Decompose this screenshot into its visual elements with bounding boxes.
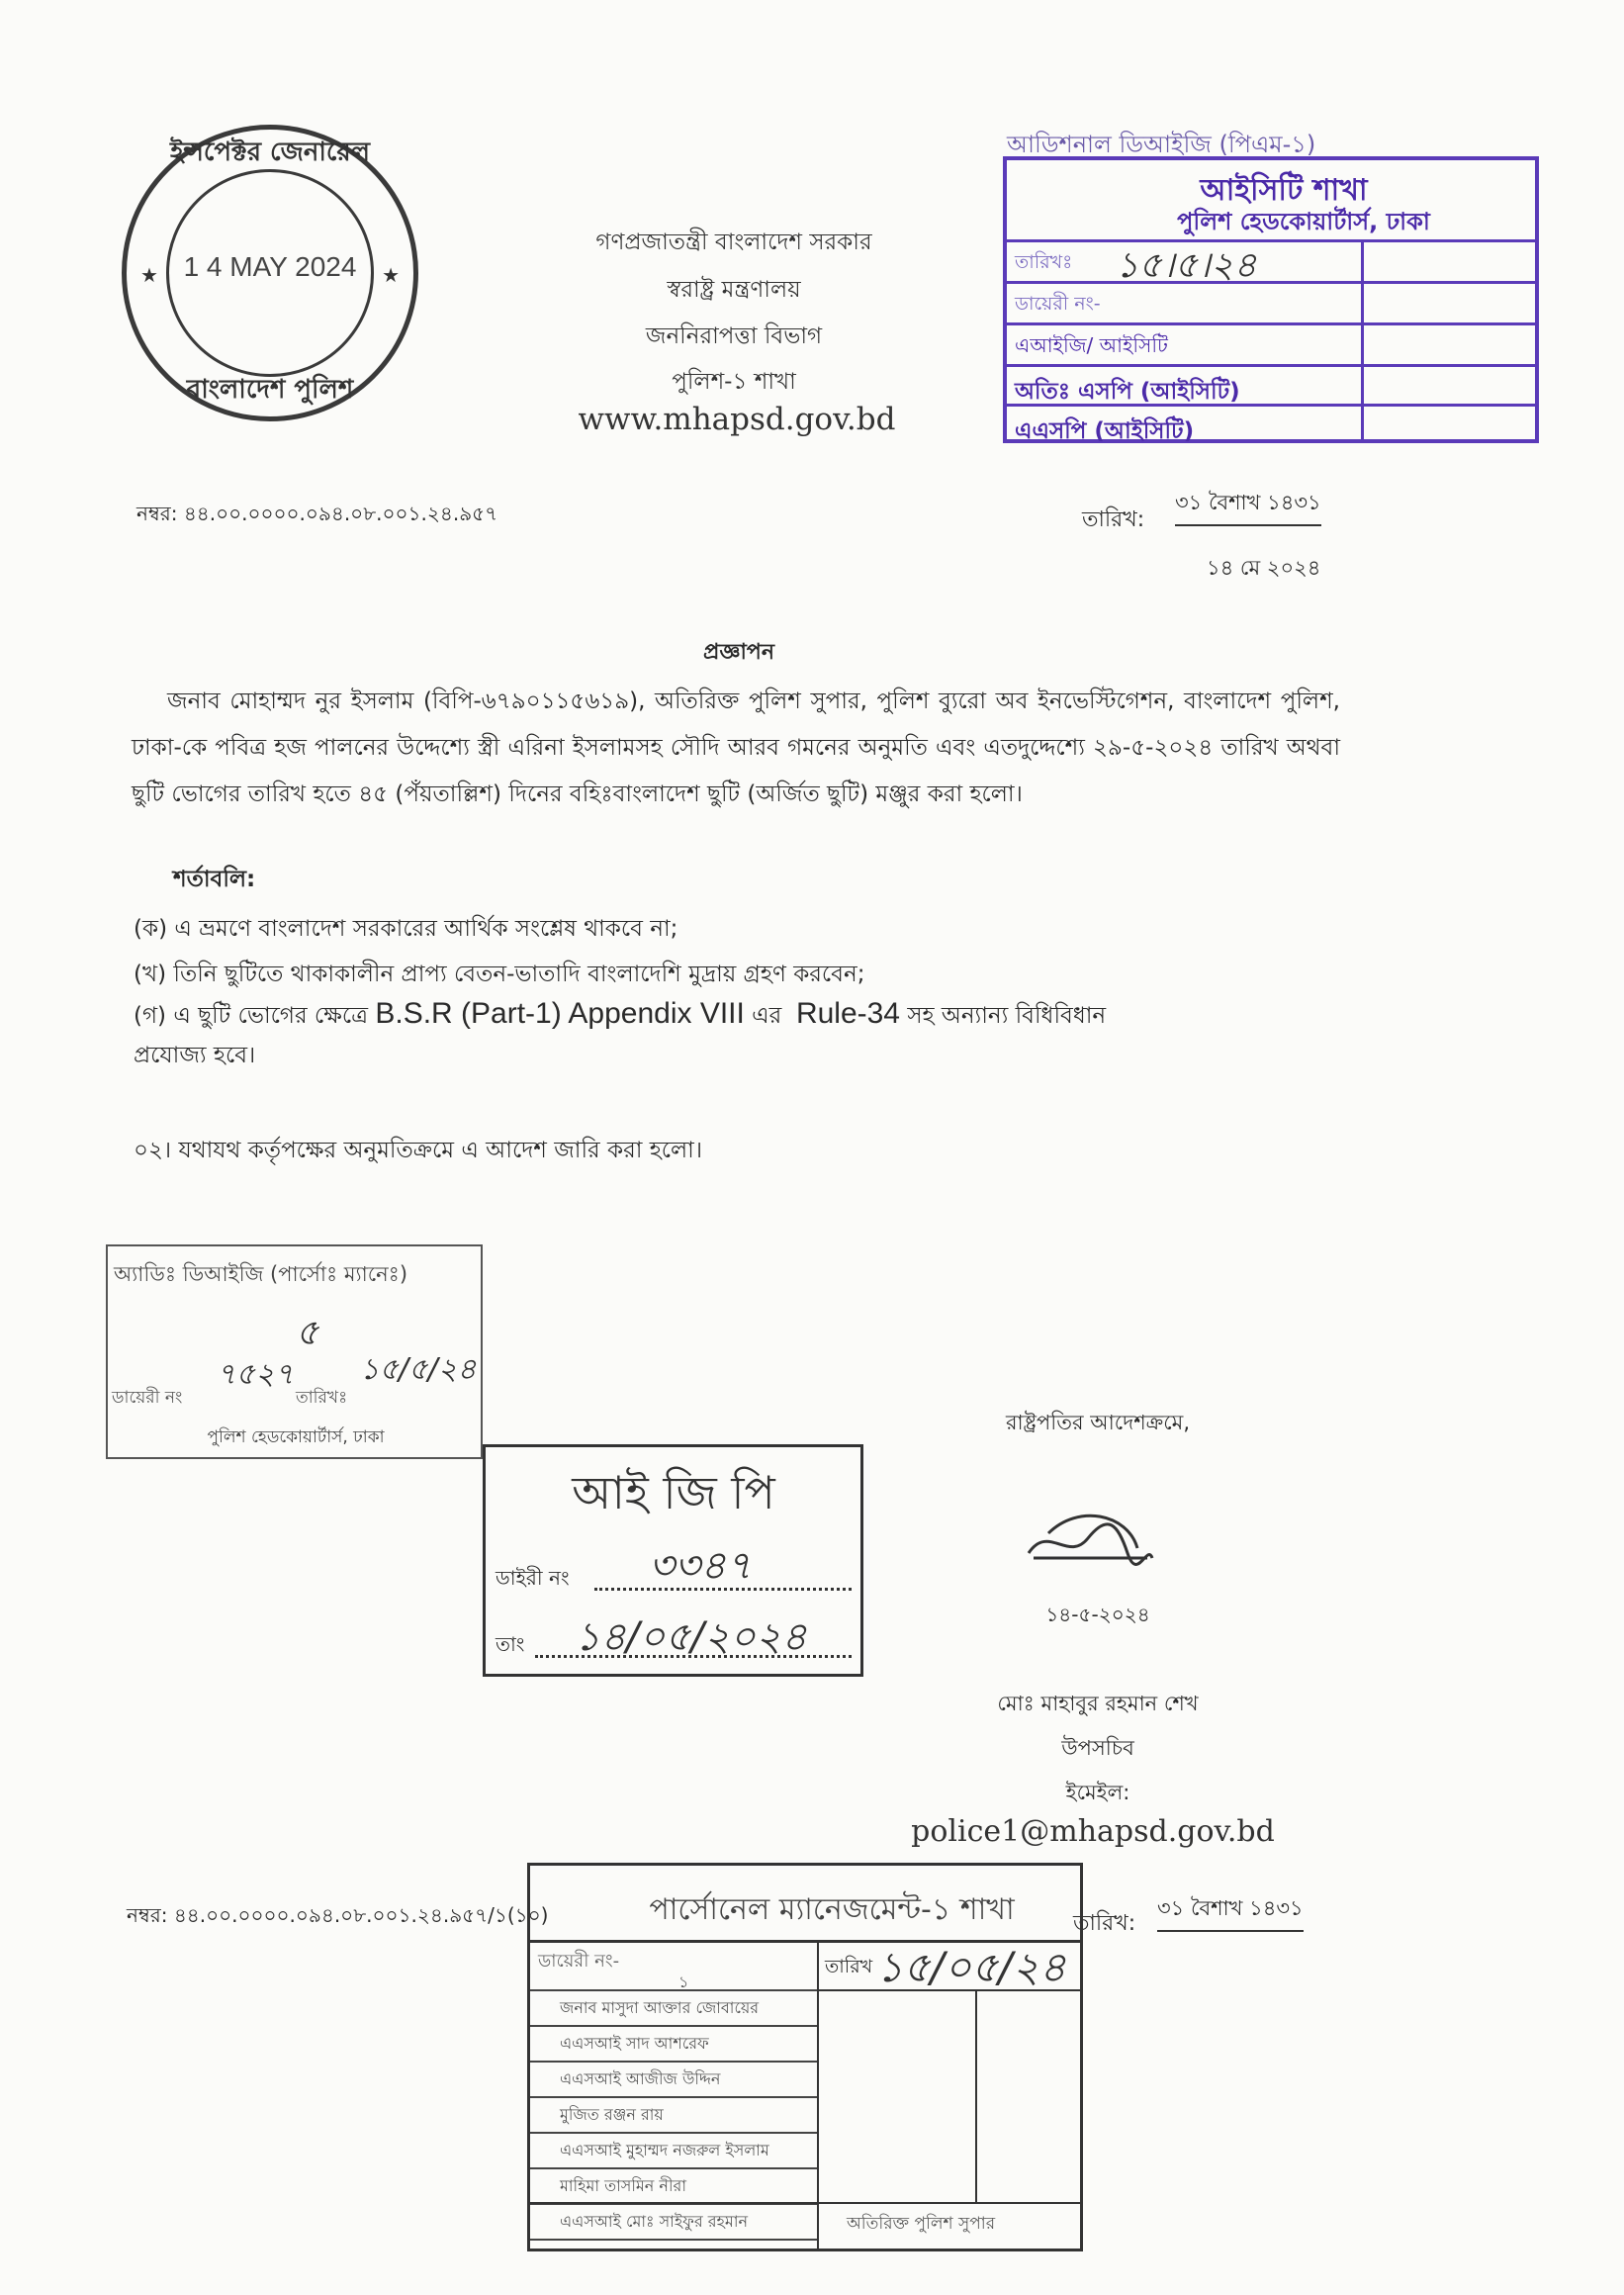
ict-row-aig	[1007, 322, 1535, 366]
signatory-name: মোঃ মাহাবুর রহমান শেখ	[997, 1692, 1199, 1715]
addl-dig-diary-value: ৭৫২৭	[217, 1357, 294, 1392]
addl-dig-stamp-mark: ৫	[296, 1313, 319, 1353]
ict-stamp-overhead: আডিশনাল ডিআইজি (পিএম-১)	[1007, 131, 1316, 158]
signatory-designation: উপসচিব	[1061, 1736, 1134, 1760]
condition-ka: (ক) এ ভ্রমণে বাংলাদেশ সরকারের আর্থিক সংশ্লেষ থাকবে না;	[134, 916, 678, 942]
igp-date-value: ১৪/০৫/২০২৪	[575, 1614, 807, 1660]
header-website: www.mhapsd.gov.bd	[578, 402, 896, 437]
igp-diary-label: ডাইরী নং	[496, 1566, 570, 1590]
addl-dig-date-value: ১৫/৫/২৪	[360, 1352, 477, 1387]
igp-date-label: তাং	[496, 1632, 525, 1656]
ict-row-asp	[1007, 404, 1535, 447]
ict-branch-stamp	[1003, 156, 1539, 443]
condition-kha: (খ) তিনি ছুটিতে থাকাকালীন প্রাপ্য বেতন-ভাতাদি বাংলাদেশি মুদ্রায় গ্রহণ করবেন;	[134, 962, 865, 987]
star-icon: ★	[382, 263, 400, 287]
seal-bottom-text: বাংলাদেশ পুলিশ	[186, 375, 354, 405]
ict-stamp-subtitle: পুলিশ হেডকোয়ার্টার্স, ঢাকা	[1177, 208, 1430, 235]
conditions-title: শর্তাবলি:	[173, 867, 256, 892]
signature-date: ১৪-৫-২০২৪	[1045, 1603, 1150, 1626]
condition-ga-end: প্রযোজ্য হবে।	[134, 1043, 256, 1068]
memo2-date-bangla: ৩১ বৈশাখ ১৪৩১	[1157, 1892, 1304, 1932]
memo2-date-label: তারিখ:	[1073, 1911, 1136, 1936]
paragraph-02: ০২। যথাযথ কর্তৃপক্ষের অনুমতিক্রমে এ আদেশ জারি করা হলো।	[134, 1138, 703, 1163]
memo-date-gregorian: ১৪ মে ২০২৪	[1207, 556, 1321, 580]
igp-stamp-title: আই জি পি	[572, 1466, 775, 1519]
seal-date: 1 4 MAY 2024	[183, 251, 357, 282]
ict-stamp-title: আইসিটি শাখা	[1200, 173, 1368, 208]
header-division: জননিরাপত্তা বিভাগ	[645, 323, 823, 349]
ict-row-date	[1007, 239, 1535, 286]
personnel-management-stamp	[527, 1863, 1083, 2251]
signature-mark	[1019, 1504, 1157, 1583]
ict-row-label: এএসপি (আইসিটি)	[1015, 418, 1195, 444]
pm1-name: মাহিমা তাসমিন নীরা	[530, 2167, 817, 2203]
notice-title: প্রজ্ঞাপন	[703, 640, 774, 665]
pm1-divider	[530, 2202, 1080, 2204]
ict-row-value: ১৫।৫।২৪	[1116, 245, 1257, 286]
pm1-name: এএসআই মুহাম্মদ নজরুল ইসলাম	[530, 2132, 817, 2167]
pm1-divider	[817, 1989, 1080, 1991]
addl-dig-diary-label: ডায়েরী নং	[112, 1388, 183, 1408]
ict-row-label: তারিখঃ	[1015, 251, 1073, 273]
igp-diary-value: ৩৩৪৭	[649, 1543, 752, 1589]
ict-row-addl-sp	[1007, 364, 1535, 408]
pm1-date-label: তারিখ	[825, 1956, 873, 1977]
pm1-name: মুজিত রঞ্জন রায়	[530, 2096, 817, 2132]
header-ministry: স্বরাষ্ট্র মন্ত্রণালয়	[667, 277, 801, 303]
pm1-diary-value: ১	[678, 1973, 689, 1991]
condition-ga-rule34: Rule-34	[795, 997, 900, 1030]
pm1-date-value: ১৫/০৫/২৪	[876, 1943, 1066, 1991]
addl-dig-stamp-footer: পুলিশ হেডকোয়ার্টার্স, ঢাকা	[207, 1427, 385, 1447]
condition-ga-mid: এর	[752, 1003, 782, 1029]
condition-ga	[134, 997, 1106, 1036]
condition-ga-prefix: (গ) এ ছুটি ভোগের ক্ষেত্রে	[134, 1003, 369, 1029]
condition-ga-suffix: সহ অন্যান্য বিধিবিধান	[907, 1003, 1107, 1029]
addl-dig-stamp	[106, 1244, 483, 1459]
pm1-diary-label: ডায়েরী নং-	[538, 1951, 620, 1972]
pm1-vline	[975, 1989, 977, 2204]
igp-stamp	[483, 1444, 863, 1677]
ict-row-label: ডায়েরী নং-	[1015, 293, 1101, 315]
inspector-general-seal	[122, 125, 418, 421]
memo-date-label: তারিখ:	[1082, 507, 1145, 532]
email-address[interactable]: police1@mhapsd.gov.bd	[911, 1814, 1275, 1849]
memo-number: নম্বর: ৪৪.০০.০০০০.০৯৪.০৮.০০১.২৪.৯৫৭	[136, 502, 498, 525]
ict-row-diary	[1007, 281, 1535, 324]
pm1-stamp-title: পার্সোনেল ম্যানেজমেন্ট-১ শাখা	[649, 1892, 1015, 1927]
order-line: রাষ্ট্রপতির আদেশক্রমে,	[1006, 1411, 1190, 1434]
memo-date-bangla: ৩১ বৈশাখ ১৪৩১	[1175, 487, 1321, 526]
pm1-name: এএসআই আজীজ উদ্দিন	[530, 2061, 817, 2096]
header-branch: পুলিশ-১ শাখা	[672, 369, 796, 395]
pm1-name: জনাব মাসুদা আক্তার জোবায়ের	[530, 1989, 817, 2025]
ict-row-label: অতিঃ এসপি (আইসিটি)	[1015, 379, 1240, 405]
addl-dig-stamp-title: অ্যাডিঃ ডিআইজি (পার্সোঃ ম্যানেঃ)	[114, 1262, 408, 1286]
email-label: ইমেইল:	[1065, 1781, 1130, 1804]
addl-dig-date-label: তারিখঃ	[296, 1388, 348, 1408]
pm1-stamp-footer: অতিরিক্ত পুলিশ সুপার	[847, 2214, 996, 2234]
condition-ga-bsr: B.S.R (Part-1) Appendix VIII	[375, 997, 745, 1030]
pm1-name: এএসআই মোঃ সাইফুর রহমান	[530, 2203, 817, 2241]
memo2-number: নম্বর: ৪৪.০০.০০০০.০৯৪.০৮.০০১.২৪.৯৫৭/১(১০)	[127, 1903, 549, 1927]
star-icon: ★	[140, 263, 158, 287]
notice-paragraph: জনাব মোহাম্মদ নুর ইসলাম (বিপি-৬৭৯০১১৫৬১৯), অতিরিক্ত পুলিশ সুপার, পুলিশ ব্যুরো অব ইনভেস্টিগেশন, বাংলাদেশ পুলিশ, ঢাকা-কে পবিত্র হজ পালনের উদ্দেশ্যে স্ত্রী এরিনা ইসলামসহ সৌদি আরব গমনের অনুমতি এবং এতদুদ্দেশ্যে ২৯-৫-২০২৪ তারিখ অথবা ছুটি ভোগের তারিখ হতে ৪৫ (পঁয়তাল্লিশ) দিনের বহিঃবাংলাদেশ ছুটি (অর্জিত ছুটি) মঞ্জুর করা হলো।	[132, 688, 1340, 807]
header-government: গণপ্রজাতন্ত্রী বাংলাদেশ সরকার	[595, 230, 872, 255]
pm1-name: এএসআই সাদ আশরেফ	[530, 2025, 817, 2061]
seal-top-text: ইন্সপেক্টর জেনারেল	[169, 138, 371, 167]
ict-row-label: এআইজি/ আইসিটি	[1015, 333, 1168, 357]
